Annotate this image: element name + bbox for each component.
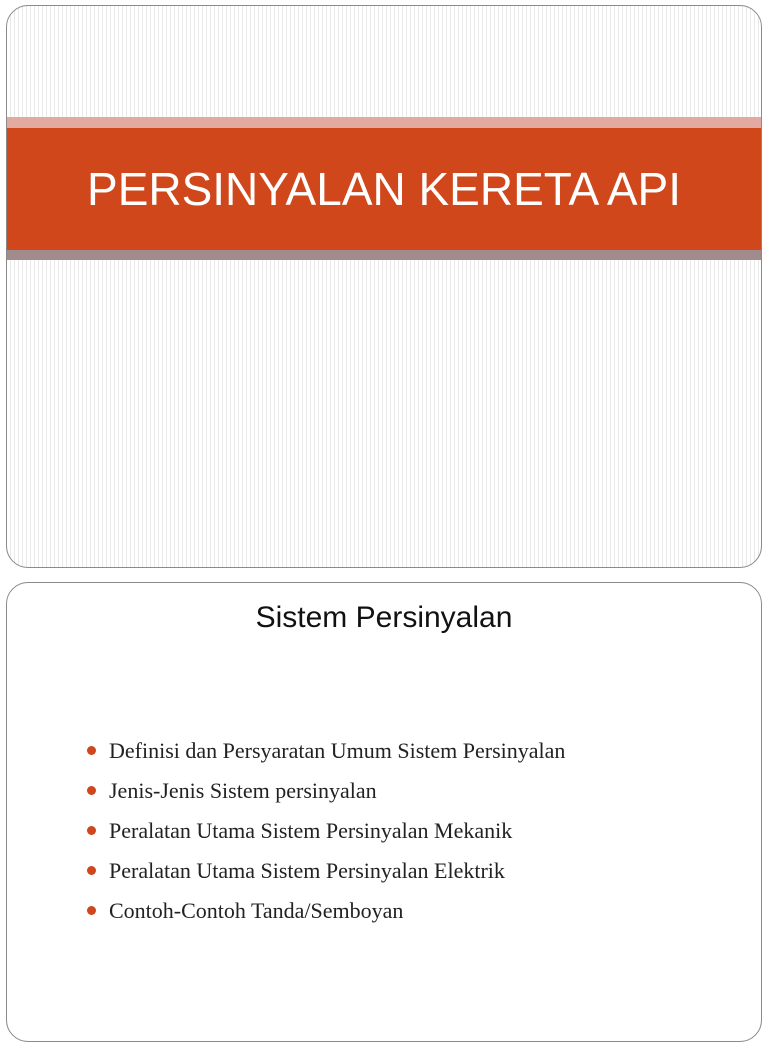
list-item — [87, 778, 565, 818]
slide-title: PERSINYALAN KERETA API — [87, 163, 681, 215]
title-band-top-stripe — [7, 117, 761, 128]
list-item-text: Jenis-Jenis Sistem persinyalan — [109, 778, 377, 803]
title-slide — [6, 5, 762, 568]
bullet-list — [87, 738, 565, 938]
list-item-text: Contoh-Contoh Tanda/Semboyan — [109, 898, 404, 923]
list-item-text: Peralatan Utama Sistem Persinyalan Mekanik — [109, 818, 513, 843]
title-band — [7, 128, 761, 250]
bullet-icon — [87, 786, 96, 795]
list-item — [87, 738, 565, 778]
list-item — [87, 858, 565, 898]
bullet-icon — [87, 906, 96, 915]
list-item-text: Definisi dan Persyaratan Umum Sistem Persinyalan — [109, 738, 566, 763]
bullet-icon — [87, 866, 96, 875]
bullet-icon — [87, 826, 96, 835]
list-item — [87, 818, 565, 858]
slide-heading: Sistem Persinyalan — [255, 601, 513, 634]
content-slide — [6, 582, 762, 1042]
title-band-bottom-stripe — [7, 250, 761, 260]
bullet-icon — [87, 746, 96, 755]
list-item-text: Peralatan Utama Sistem Persinyalan Elektrik — [109, 858, 505, 883]
list-item — [87, 898, 565, 938]
